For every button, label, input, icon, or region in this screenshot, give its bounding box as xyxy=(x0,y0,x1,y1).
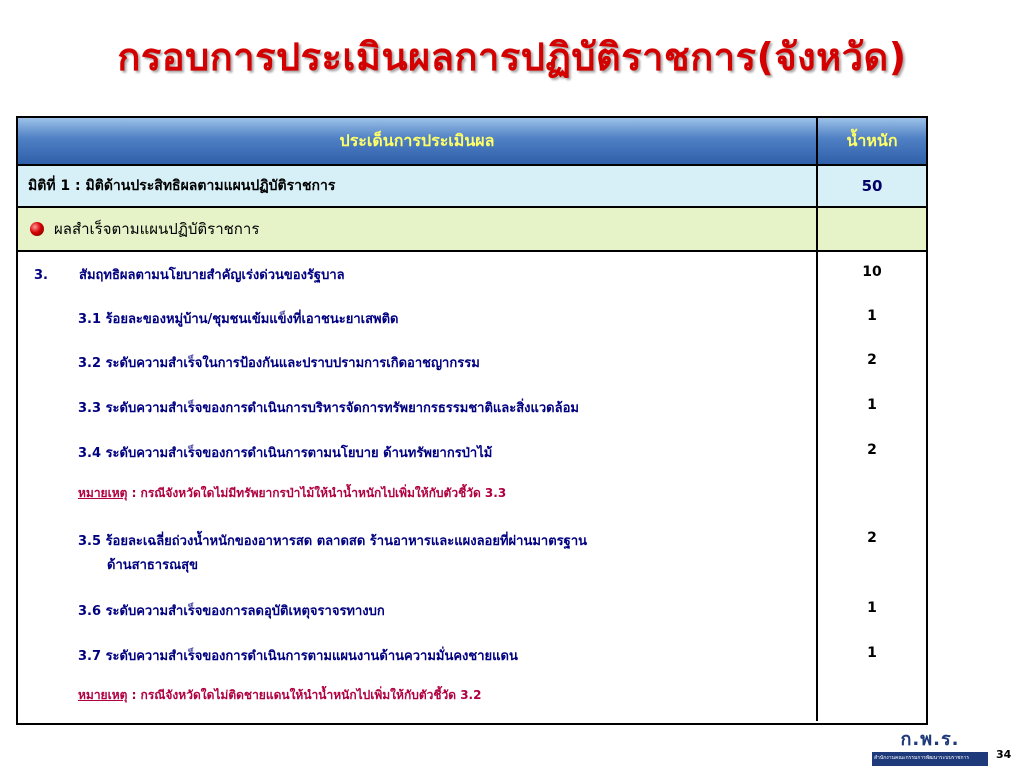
weight-3-6: 1 xyxy=(867,600,877,616)
items-body-row xyxy=(18,252,926,721)
logo-subtext: สำนักงานคณะกรรมการพัฒนาระบบราชการ xyxy=(874,755,970,761)
item-3-5-line2 xyxy=(107,554,198,575)
item-number: 3.4 xyxy=(78,446,102,461)
weight-3-3: 1 xyxy=(867,397,877,413)
note-text: : กรณีจังหวัดใดไม่ติดชายแดนให้นำน้ำหนักไปเพิ่มให้กับตัวชี้วัด 3.2 xyxy=(127,688,482,702)
subsection-cell xyxy=(18,208,818,250)
item-text: ร้อยละของหมู่บ้าน/ชุมชนเข้มแข็งที่เอาชนะยาเสพติด xyxy=(105,312,399,327)
logo-bar xyxy=(872,752,988,766)
item-number: 3.5 xyxy=(78,534,102,549)
item-text: สัมฤทธิผลตามนโยบายสำคัญเร่งด่วนของรัฐบาล xyxy=(79,268,345,283)
logo-text: ก.พ.ร. xyxy=(900,729,960,750)
item-text: ร้อยละเฉลี่ยถ่วงน้ำหนักของอาหารสด ตลาดสด ร้านอาหารและแผงลอยที่ผ่านมาตรฐาน xyxy=(105,534,588,549)
subsection-label: ผลสำเร็จตามแผนปฏิบัติราชการ xyxy=(54,220,260,238)
item-number: 3.3 xyxy=(78,401,102,416)
dimension-weight: 50 xyxy=(861,177,883,195)
item-number: 3. xyxy=(34,268,48,283)
items-cell xyxy=(18,252,818,721)
item-text: ระดับความสำเร็จของการดำเนินการบริหารจัดการทรัพยากรธรรมชาติและสิ่งแวดล้อม xyxy=(105,401,579,416)
header-weight: น้ำหนัก xyxy=(846,130,898,150)
item-number: 3.6 xyxy=(78,604,102,619)
evaluation-table xyxy=(16,116,928,725)
item-3-2 xyxy=(78,352,480,373)
weight-3-4: 2 xyxy=(867,442,877,458)
note-forestry xyxy=(78,484,506,503)
dimension-row xyxy=(18,166,926,208)
item-3-1 xyxy=(78,308,398,329)
header-topic: ประเด็นการประเมินผล xyxy=(18,118,818,164)
weight-3-2: 2 xyxy=(867,352,877,368)
item-3-3 xyxy=(78,397,579,418)
item-3 xyxy=(34,264,345,285)
subsection-weight-cell xyxy=(818,208,926,250)
item-text: ระดับความสำเร็จในการป้องกันและปราบปรามการเกิดอาชญากรรม xyxy=(105,356,480,371)
opdc-logo xyxy=(872,724,988,768)
item-text: ระดับความสำเร็จของการดำเนินการตามแผนงานด้านความมั่นคงชายแดน xyxy=(105,649,518,664)
red-bullet-icon xyxy=(30,222,44,236)
item-3-7 xyxy=(78,645,518,666)
item-3-4 xyxy=(78,442,492,463)
item-text: ระดับความสำเร็จของการลดอุบัติเหตุจราจรทางบก xyxy=(105,604,385,619)
item-text: ระดับความสำเร็จของการดำเนินการตามนโยบาย ด้านทรัพยากรป่าไม้ xyxy=(105,446,493,461)
note-label: หมายเหตุ xyxy=(78,688,128,702)
subsection-row xyxy=(18,208,926,252)
weight-3-5: 2 xyxy=(867,530,877,546)
note-border xyxy=(78,686,481,705)
weight-3: 10 xyxy=(862,264,882,280)
item-number: 3.7 xyxy=(78,649,102,664)
weights-cell xyxy=(818,252,926,721)
dimension-label: มิติที่ 1 : มิติด้านประสิทธิผลตามแผนปฏิบัติราชการ xyxy=(18,166,818,206)
note-text: : กรณีจังหวัดใดไม่มีทรัพยากรป่าไม้ให้นำน้ำหนักไปเพิ่มให้กับตัวชี้วัด 3.3 xyxy=(127,486,507,500)
item-number: 3.2 xyxy=(78,356,102,371)
item-3-5 xyxy=(78,530,587,551)
item-text-continued: ด้านสาธารณสุข xyxy=(107,558,198,573)
item-3-6 xyxy=(78,600,385,621)
weight-3-7: 1 xyxy=(867,645,877,661)
note-label: หมายเหตุ xyxy=(78,486,128,500)
weight-3-1: 1 xyxy=(867,308,877,324)
table-header-row xyxy=(18,118,926,166)
item-number: 3.1 xyxy=(78,312,102,327)
slide-title: กรอบการประเมินผลการปฏิบัติราชการ(จังหวัด) xyxy=(117,35,907,79)
page-number: 34 xyxy=(996,748,1012,761)
